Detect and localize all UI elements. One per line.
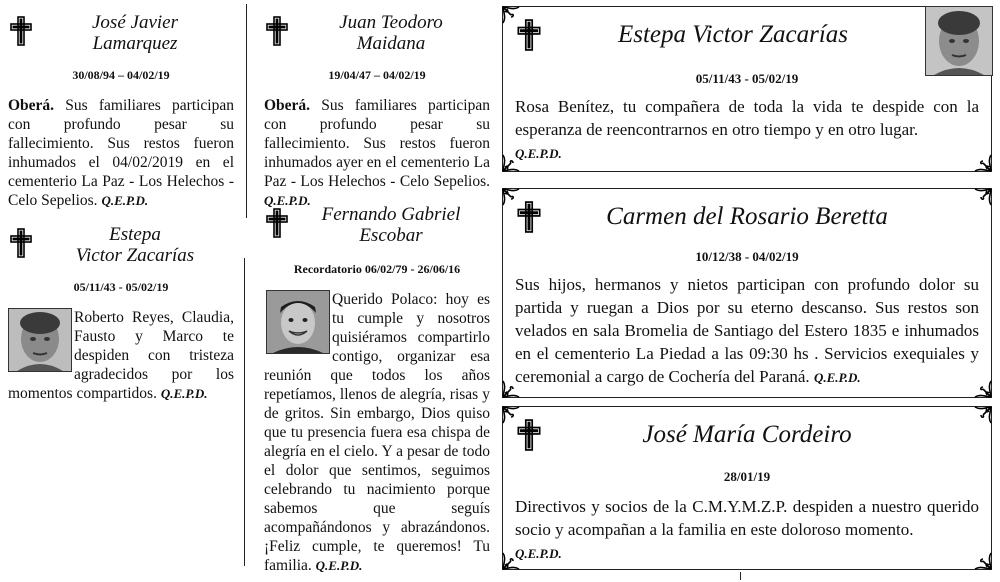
- obituary-name: Estepa Victor Zacarías: [617, 21, 849, 48]
- obituary-name: Juan Teodoro Maidana: [339, 12, 443, 54]
- obituary-name: José Javier Lamarquez: [92, 12, 178, 54]
- obituary-text: Directivos y socios de la C.M.Y.M.Z.P. despiden a nuestro querido socio y acompañan a la familia en este doloroso momento. Q.E.P.D.: [515, 497, 979, 561]
- obituary-box-beretta: [502, 188, 992, 398]
- column-tick-mark: [740, 572, 741, 580]
- obituary-text: Rosa Benítez, tu compañera de toda la vida te despide con la esperanza de reencontrarnos en otro tiempo y en otro lugar. Q.E.P.D.: [515, 97, 979, 161]
- obituary-name: Estepa Victor Zacarías: [75, 224, 195, 266]
- obituary-dates: 10/12/38 - 04/02/19: [695, 249, 799, 264]
- obituary-name: Fernando Gabriel Escobar: [321, 204, 461, 246]
- obituary-escobar: [264, 200, 490, 574]
- obituary-dates: Recordatorio 06/02/79 - 26/06/16: [293, 262, 461, 276]
- cross-icon: [517, 419, 541, 451]
- column-1: [8, 0, 234, 582]
- obituary-maidana: [264, 0, 490, 208]
- obituary-dates: 05/11/43 - 05/02/19: [695, 71, 799, 86]
- obituary-dates: 05/11/43 - 05/02/19: [73, 280, 169, 294]
- obituary-dates: 30/08/94 – 04/02/19: [72, 68, 170, 82]
- obituary-text: Querido Polaco: hoy es tu cumple y nosotros quisiéramos compartirlo contigo, organizar esa reunión que todos los años repetíamos, llenos de alegría, risas y de gritos. Sin embargo, Dios quiso que tu presencia fuera esa chispa de alegría en el cielo. Y a pesar de todo el dolor que sentimos, seguimos celebrando tu nacimiento porque sabemos que seguís acompañándonos y abrazándonos.¡Feliz cumple, te queremos! Tu familia. Q.E.P.D.: [264, 291, 490, 574]
- cross-icon: [517, 19, 541, 51]
- cross-icon: [517, 201, 541, 233]
- obituary-text: Oberá. Sus familiares participan con profundo pesar su fallecimiento. Sus restos fueron inhumados ayer en el cementerio La Paz - Los Helechos - Celo Sepelios. Q.E.P.D.: [264, 97, 490, 208]
- obituary-box-cordeiro: [502, 406, 992, 570]
- cross-icon: [266, 16, 288, 46]
- obituary-dates: 28/01/19: [723, 469, 771, 484]
- obituary-lamarquez: [8, 0, 234, 215]
- obituary-name: José María Cordeiro: [642, 421, 852, 448]
- obituary-text: Sus hijos, hermanos y nietos participan con profundo dolor su partida y ruegan a Dios por su eterno descanso. Sus restos son velados en sala Bromelia de Santiago del Estero 1835 e inhumados en el cementerio La Piedad a las 09:30 hs . Servicios exequiales y ceremonial a cargo de Cochería del Paraná. Q.E.P.D.: [515, 275, 979, 386]
- corner-ornament-icon: [974, 188, 992, 206]
- corner-ornament-icon: [974, 406, 992, 424]
- column-divider: [244, 258, 245, 566]
- obituary-text: Roberto Reyes, Claudia, Fausto y Marco te despiden con tristeza agradecidos por los momentos compartidos. Q.E.P.D.: [8, 309, 234, 402]
- cross-icon: [10, 16, 32, 46]
- obituary-text: Oberá. Sus familiares participan con profundo pesar su fallecimiento. Sus restos fueron inhumados el 04/02/2019 en el cementerio La Paz - Los Helechos - Celo Sepelios. Q.E.P.D.: [8, 97, 234, 209]
- column-divider: [246, 4, 247, 218]
- obituary-box-estepa: [502, 6, 992, 172]
- cross-icon: [266, 208, 288, 238]
- obituary-dates: 19/04/47 – 04/02/19: [328, 68, 426, 82]
- portrait-photo: [925, 6, 993, 76]
- obituary-estepa-small: [8, 222, 234, 412]
- obituary-name: Carmen del Rosario Beretta: [606, 203, 888, 230]
- cross-icon: [10, 228, 32, 258]
- column-2: [264, 0, 490, 582]
